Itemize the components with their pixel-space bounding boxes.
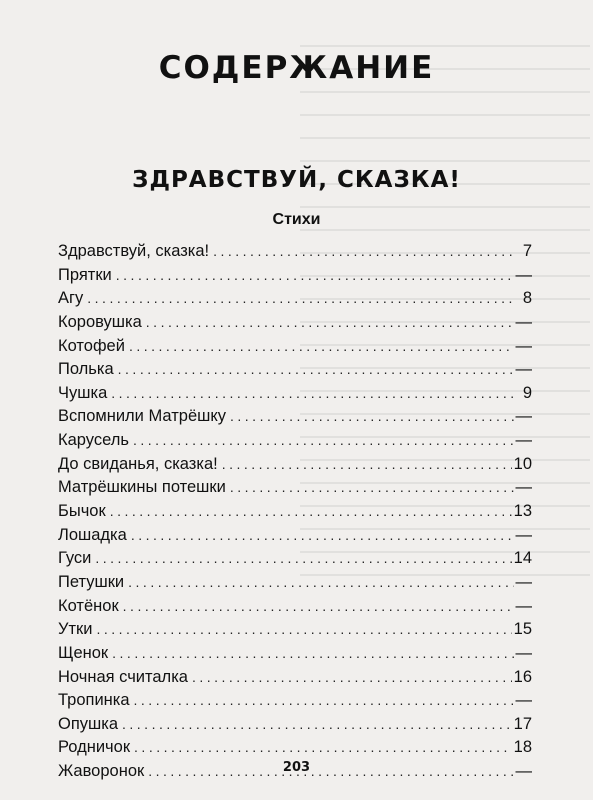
dot-leader: [95, 550, 511, 566]
dot-leader: [222, 456, 512, 472]
subsection-title: Стихи: [272, 211, 321, 228]
dot-leader: [213, 243, 516, 259]
toc-entry-page: —: [515, 762, 532, 781]
dot-leader: [112, 645, 513, 661]
dot-leader: [96, 621, 511, 637]
dot-leader: [133, 432, 514, 448]
table-of-contents: [58, 242, 532, 786]
toc-entry[interactable]: [58, 337, 532, 361]
toc-entry-page: —: [515, 572, 532, 591]
toc-entry-page: 14: [513, 549, 532, 568]
toc-entry[interactable]: [58, 455, 532, 479]
toc-entry-page: 7: [522, 242, 532, 260]
toc-entry[interactable]: [58, 431, 532, 455]
page-title: СОДЕРЖАНИЕ: [158, 50, 435, 86]
toc-entry-title: Родничок: [58, 738, 131, 757]
dot-leader: [134, 692, 514, 708]
dot-leader: [110, 503, 512, 519]
toc-entry[interactable]: [58, 360, 532, 384]
dot-leader: [116, 267, 514, 283]
toc-entry-page: —: [515, 478, 532, 497]
toc-entry-page: 13: [513, 502, 532, 521]
dot-leader: [230, 408, 513, 424]
toc-entry-title: Щенок: [58, 643, 109, 662]
toc-entry[interactable]: [58, 289, 532, 313]
toc-entry[interactable]: [58, 407, 532, 431]
toc-entry-page: —: [515, 431, 532, 450]
toc-entry[interactable]: [58, 313, 532, 337]
toc-entry-page: 17: [513, 714, 532, 733]
toc-entry-page: 10: [513, 454, 532, 473]
toc-entry-page: —: [515, 691, 532, 710]
toc-entry[interactable]: [58, 242, 532, 266]
toc-entry-title: Агу: [58, 289, 84, 308]
toc-entry-title: Опушка: [58, 714, 119, 733]
dot-leader: [118, 361, 514, 377]
toc-entry-page: —: [515, 265, 532, 284]
toc-entry[interactable]: [58, 478, 532, 502]
toc-entry-title: Утки: [58, 620, 93, 639]
toc-entry-page: 15: [513, 620, 532, 639]
dot-leader: [111, 385, 516, 401]
toc-entry-page: —: [515, 643, 532, 662]
toc-entry-page: —: [515, 312, 532, 331]
toc-entry[interactable]: [58, 526, 532, 550]
toc-entry-page: —: [515, 336, 532, 355]
dot-leader: [128, 574, 513, 590]
toc-entry-page: 16: [513, 667, 532, 686]
toc-entry-title: Петушки: [58, 572, 125, 591]
toc-entry-title: Жаворонок: [58, 762, 145, 781]
toc-entry[interactable]: [58, 620, 532, 644]
dot-leader: [146, 314, 514, 330]
toc-entry-page: 18: [513, 738, 532, 757]
toc-entry-title: Котёнок: [58, 596, 119, 615]
section-title: ЗДРАВСТВУЙ, СКАЗКА!: [132, 167, 461, 193]
toc-entry-title: Вспомнили Матрёшку: [58, 407, 227, 426]
toc-entry-page: —: [515, 407, 532, 426]
toc-entry[interactable]: [58, 691, 532, 715]
toc-entry[interactable]: [58, 573, 532, 597]
toc-entry-title: Чушка: [58, 383, 108, 402]
toc-entry-title: Полька: [58, 360, 114, 379]
toc-entry[interactable]: [58, 266, 532, 290]
toc-entry-title: Гуси: [58, 549, 92, 568]
toc-entry[interactable]: [58, 549, 532, 573]
toc-entry-title: Бычок: [58, 502, 106, 521]
page-number: 203: [282, 760, 311, 775]
toc-entry[interactable]: [58, 384, 532, 408]
toc-entry[interactable]: [58, 597, 532, 621]
toc-entry-title: Карусель: [58, 431, 129, 450]
toc-entry[interactable]: [58, 502, 532, 526]
toc-entry-page: —: [515, 360, 532, 379]
dot-leader: [122, 716, 512, 732]
toc-entry-title: Прятки: [58, 265, 112, 284]
toc-entry[interactable]: [58, 668, 532, 692]
dot-leader: [192, 669, 512, 685]
dot-leader: [87, 290, 516, 306]
toc-entry-title: До свиданья, сказка!: [58, 454, 218, 473]
toc-entry-title: Здравствуй, сказка!: [58, 242, 210, 260]
toc-entry-page: 9: [522, 383, 532, 402]
dot-leader: [123, 598, 514, 614]
toc-entry-title: Матрёшкины потешки: [58, 478, 226, 497]
toc-entry[interactable]: [58, 715, 532, 739]
dot-leader: [134, 739, 512, 755]
toc-entry-title: Коровушка: [58, 312, 142, 331]
toc-entry[interactable]: [58, 644, 532, 668]
toc-entry-page: —: [515, 525, 532, 544]
toc-entry[interactable]: [58, 738, 532, 762]
dot-leader: [230, 479, 514, 495]
toc-entry-title: Лошадка: [58, 525, 127, 544]
dot-leader: [129, 338, 514, 354]
dot-leader: [131, 527, 514, 543]
toc-entry-title: Тропинка: [58, 691, 130, 710]
toc-entry-title: Котофей: [58, 336, 125, 355]
toc-entry-page: 8: [522, 289, 532, 308]
toc-entry-title: Ночная считалка: [58, 667, 188, 686]
toc-entry-page: —: [515, 596, 532, 615]
